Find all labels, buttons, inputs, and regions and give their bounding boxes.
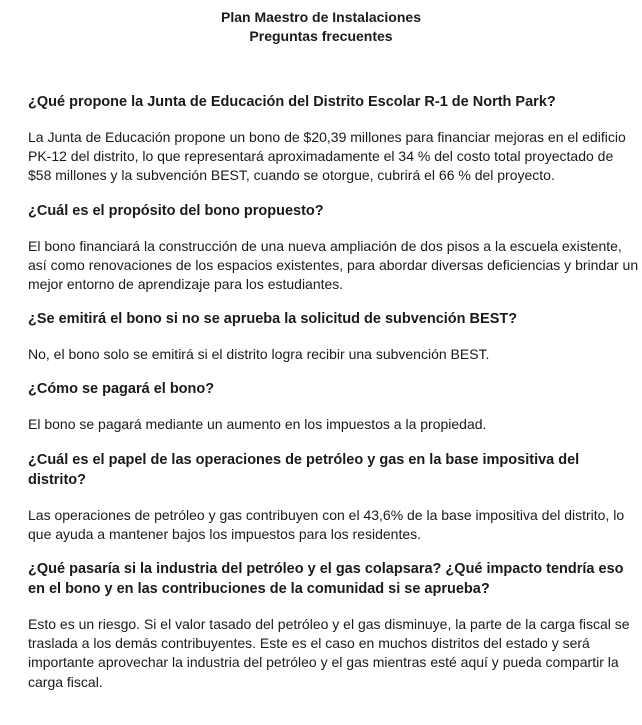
faq-item [28,559,639,692]
document-header [0,8,642,45]
faq-question: ¿Qué propone la Junta de Educación del Distrito Escolar R-1 de North Park? [28,94,556,110]
document-title: Plan Maestro de Instalaciones [221,9,421,25]
faq-item [28,450,639,544]
faq-answer: El bono se pagará mediante un aumento en los impuestos a la propiedad. [28,416,487,433]
faq-answer: Esto es un riesgo. Si el valor tasado del petróleo y el gas disminuye, la parte de la carga fiscal se traslada a los demás contribuyentes. Este es el caso en muchos distritos del estado y será importante aprovechar la industria del petróleo y el gas mientras esté aquí y pueda compartir la carga fiscal. [28,616,630,690]
faq-list [28,92,639,707]
faq-answer: El bono financiará la construcción de una nueva ampliación de dos pisos a la escuela existente, así como renovaciones de los espacios existentes, para abordar diversas deficiencias y brindar un mejor entorno de aprendizaje para los estudiantes. [28,237,639,293]
faq-answer: No, el bono solo se emitirá si el distrito logra recibir una subvención BEST. [28,346,490,363]
faq-question: ¿Cuál es el papel de las operaciones de petróleo y gas en la base impositiva del distrito? [28,451,580,488]
faq-question: ¿Cuál es el propósito del bono propuesto? [28,202,324,219]
faq-question: ¿Cómo se pagará el bono? [28,381,215,398]
faq-item [28,379,639,434]
faq-item [28,92,639,186]
document-subtitle: Preguntas frecuentes [249,27,393,44]
faq-item [28,201,639,295]
faq-question: ¿Qué pasaría si la industria del petróleo y el gas colapsara? ¿Qué impacto tendría eso en el bono y en las contribuciones de la comunidad si se aprueba? [28,561,624,598]
faq-question: ¿Se emitirá el bono si no se aprueba la solicitud de subvención BEST? [28,311,518,328]
faq-answer: La Junta de Educación propone un bono de $20,39 millones para financiar mejoras en el edificio PK-12 del distrito, lo que representará aproximadamente el 34 % del costo total proyectado de $58 millones y la subvención BEST, cuando se otorgue, cubrirá el 66 % del proyecto. [28,129,626,184]
faq-answer: Las operaciones de petróleo y gas contribuyen con el 43,6% de la base impositiva del distrito, lo que ayuda a mantener bajos los impuestos para los residentes. [28,506,625,542]
faq-item [28,309,639,364]
